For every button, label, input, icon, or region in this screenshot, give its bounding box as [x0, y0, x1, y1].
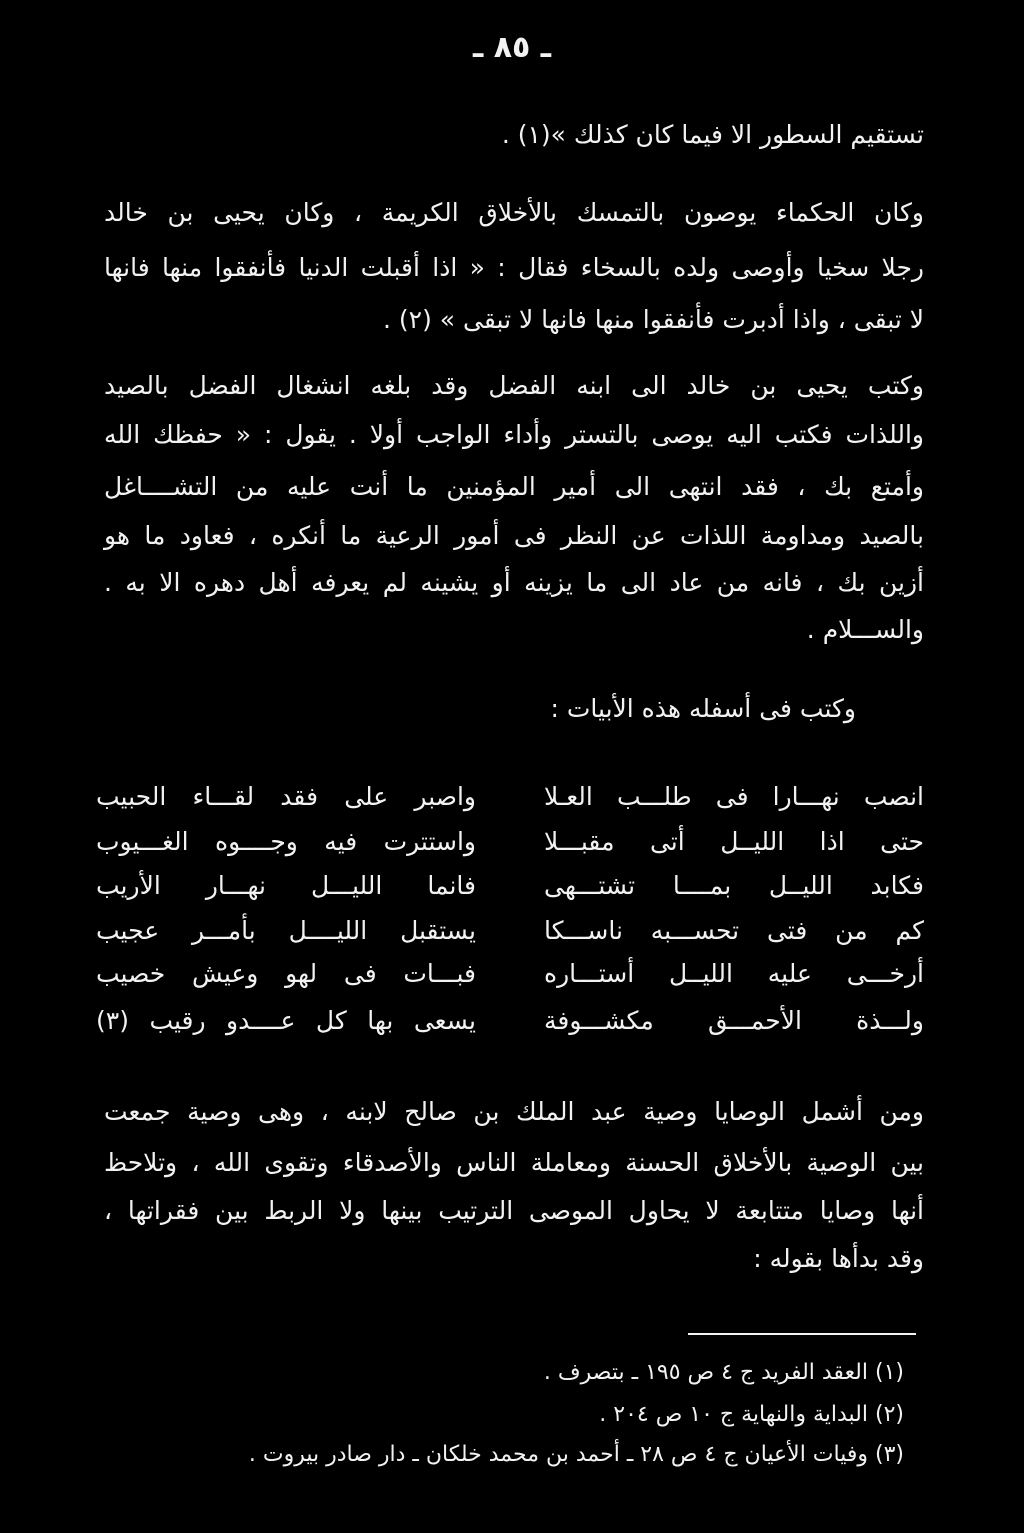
text-line: لا تبقى ، واذا أدبرت فأنفقوا منها فانها لا تبقى » (٢) . — [383, 305, 924, 334]
footnote-separator — [688, 1333, 916, 1335]
page-number: ـ ٨٥ ـ — [472, 30, 552, 65]
poem-verse-second-half: يسعى بها كل عــــدو رقيب (٣) — [96, 1006, 476, 1035]
text-line: وكتب يحيى بن خالد الى ابنه الفضل وقد بلغه انشغال الفضل بالصيد — [104, 371, 924, 400]
text-line: وكتب فى أسفله هذه الأبيات : — [550, 694, 856, 723]
poem-verse-second-half: فبـــات فى لهو وعيش خصيب — [96, 959, 476, 988]
poem-verse-first-half: انصب نهـــارا فى طلـــب العـلا — [544, 782, 924, 811]
poem-verse-first-half: كم من فتى تحســـبه ناســـكا — [544, 916, 924, 945]
poem-verse-first-half: ولـــذة الأحمـــق مكشـــوفة — [544, 1006, 924, 1035]
poem-verse-second-half: واصبر على فقد لقـــاء الحبيب — [96, 782, 476, 811]
text-line: وأمتع بك ، فقد انتهى الى أمير المؤمنين ما أنت عليه من التشــــاغل — [104, 472, 924, 501]
text-line: بين الوصية بالأخلاق الحسنة ومعاملة الناس والأصدقاء وتقوى الله ، وتلاحظ — [104, 1148, 924, 1177]
poem-verse-first-half: أرخـــى عليه الليــل أستـــاره — [544, 959, 924, 988]
text-line: والســـلام . — [806, 615, 924, 644]
text-line: أنها وصايا متتابعة لا يحاول الموصى الترتيب بينها ولا الربط بين فقراتها ، — [104, 1196, 924, 1225]
text-line: واللذات فكتب اليه يوصى بالتستر وأداء الواجب أولا . يقول : « حفظك الله — [104, 420, 924, 449]
text-line: أزين بك ، فانه من عاد الى ما يزينه أو يشينه لم يعرفه أهل دهره الا به . — [104, 568, 924, 597]
poem-verse-second-half: فانما الليـــل نهـــار الأريب — [96, 871, 476, 900]
text-line: وقد بدأها بقوله : — [753, 1244, 924, 1273]
poem-verse-first-half: فكابد الليــل بمــــا تشتـــهى — [544, 871, 924, 900]
text-line: ومن أشمل الوصايا وصية عبد الملك بن صالح لابنه ، وهى وصية جمعت — [104, 1097, 924, 1126]
text-line: وكان الحكماء يوصون بالتمسك بالأخلاق الكريمة ، وكان يحيى بن خالد — [104, 198, 924, 227]
footnote: (٣) وفيات الأعيان ج ٤ ص ٢٨ ـ أحمد بن محمد خلكان ـ دار صادر بيروت . — [248, 1442, 904, 1467]
text-line: تستقيم السطور الا فيما كان كذلك »(١) . — [501, 120, 924, 149]
poem-verse-second-half: واستترت فيه وجــــوه الغـــيوب — [96, 827, 476, 856]
text-line: بالصيد ومداومة اللذات عن النظر فى أمور الرعية ما أنكره ، فعاود ما هو — [104, 521, 924, 550]
text-line: رجلا سخيا وأوصى ولده بالسخاء فقال : « اذا أقبلت الدنيا فأنفقوا منها فانها — [104, 253, 924, 282]
poem-verse-second-half: يستقبل الليــــل بأمـــر عجيب — [96, 916, 476, 945]
footnote: (٢) البداية والنهاية ج ١٠ ص ٢٠٤ . — [599, 1402, 904, 1427]
poem-verse-first-half: حتى اذا الليــل أتى مقبـــلا — [544, 827, 924, 856]
footnote: (١) العقد الفريد ج ٤ ص ١٩٥ ـ بتصرف . — [543, 1360, 904, 1385]
